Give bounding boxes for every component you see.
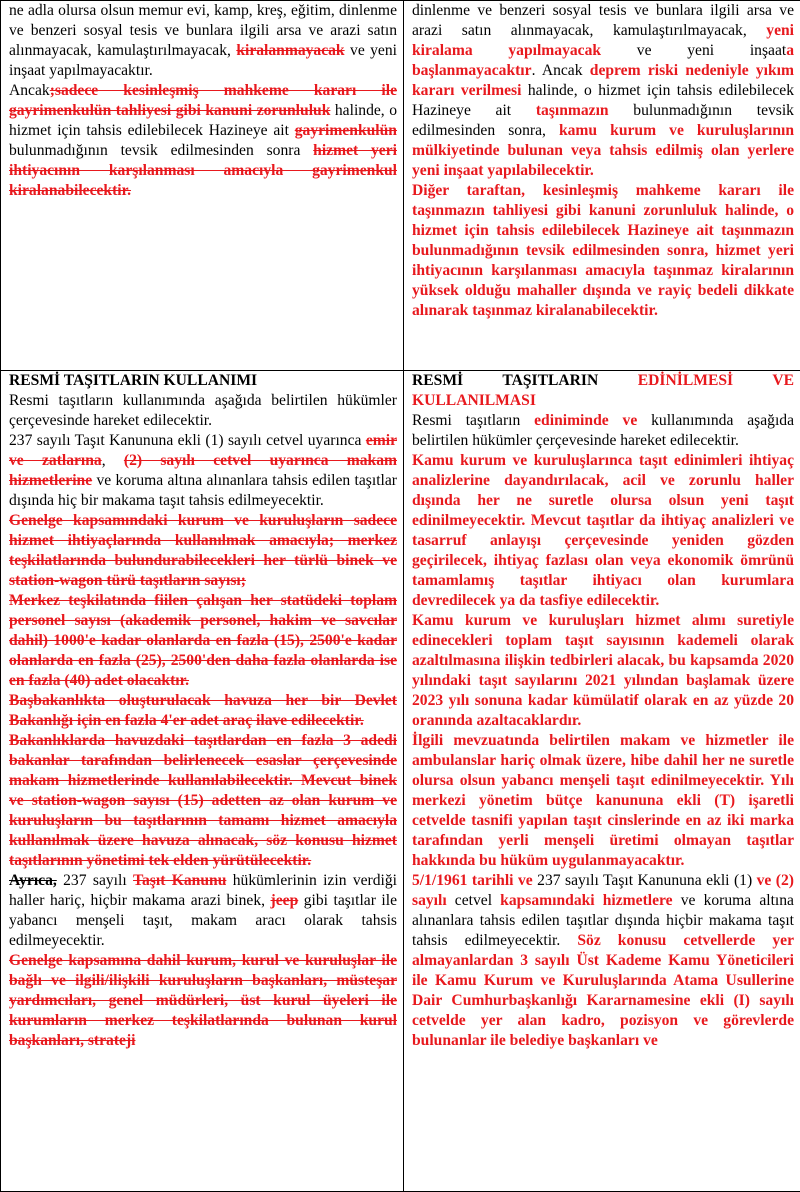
paragraph: [9, 951, 397, 1051]
paragraph: [9, 81, 397, 201]
paragraph: [412, 871, 794, 1051]
body-text: hükümlerinin izin verdiği haller hariç, hiçbir makama arazi binek,: [9, 872, 397, 909]
body-text: bulunmadığının tevsik edilmesinden sonra: [9, 142, 313, 159]
paragraph: [9, 391, 397, 431]
added-text: Kamu kurum ve kuruluşları hizmet alımı suretiyle edinecekleri toplam taşıt sayısının kademeli olarak azaltılmasına ilişkin tedbirleri alacak, bu kapsamda 2020 yılındaki taşıt sayılarını 2021 yılından başlamak üzere 2023 yılı sonuna kadar kümülatif olarak en az yüzde 20 oranında azaltacaklardır.: [412, 612, 794, 729]
body-text: Resmi taşıtların kullanımında aşağıda belirtilen hükümler çerçevesinde hareket edilecektir.: [9, 392, 397, 429]
deleted-text: ;sadece kesinleşmiş mahkeme kararı ile gayrimenkulün tahliyesi gibi kanuni zorunluluk: [9, 82, 397, 119]
body-text: cetvel: [447, 892, 500, 909]
added-text: kamu kurum ve kuruluşlarının mülkiyetinde bulunan veya tahsis edilmiş olan yerlere yeni inşaat yapılabilecektir.: [412, 122, 794, 179]
body-text: halinde, o hizmet için tahsis edilebilecek Hazineye ait: [412, 82, 794, 119]
paragraph: [9, 691, 397, 731]
paragraph: [412, 411, 794, 451]
added-text: Diğer taraftan, kesinleşmiş mahkeme kararı ile taşınmazın tahliyesi gibi kanuni zorunluluk halinde, o hizmet için tahsis edilebilecek Hazineye ait taşınmazın bulunmadığının tevsik edilmesinden sonra, hizmet yeri ihtiyacının karşılanması amacıyla taşınmaz kiralarının yüksek olduğu mahaller dışında ve rayiç bedeli dikkate alınarak taşınmaz kiralanabilecektir.: [412, 182, 794, 319]
paragraph: [412, 611, 794, 731]
deleted-text: Genelge kapsamına dahil kurum, kurul ve kuruluşlar ile bağlı ve ilgili/ilişkili kuruluşların başkanları, müsteşar yardımcıları, genel müdürleri, üst kurul üyeleri ile kurumların merkez teşkilatlarında bulunan kurul başkanları, strateji: [9, 952, 397, 1049]
body-text: ve koruma altına alınanlara tahsis edilen taşıtlar dışında hiç bir makama taşıt tahsis edilmeyecektir.: [9, 472, 397, 509]
added-text: deprem riski nedeniyle yıkım kararı verilmesi: [412, 62, 794, 99]
body-text: dinlenme ve benzeri sosyal tesis ve bunlara ilgili arsa ve arazi satın alınmayacak, kamulaştırılmayacak,: [412, 2, 794, 39]
body-text: ve yeni inşaat yapılmayacaktır.: [9, 42, 397, 79]
old-text-cell: [1, 371, 404, 1192]
added-text: Söz konusu cetvellerde yer almayanlardan 3 sayılı Üst Kademe Kamu Yöneticileri ile Kamu Kurum ve Kuruluşlarında Atama Usullerine Dair Cumhurbaşkanlığı Kararnamesine ekli (I) sayılı cetvelde yer alan kadro, pozisyon ve görevlerde bulunanlar ile belediye başkanları ve: [412, 932, 794, 1049]
deleted-text: Ayrıca,: [9, 872, 57, 889]
added-text: ve (2) sayılı: [412, 872, 794, 909]
paragraph: [412, 181, 794, 321]
body-text: ve koruma altına alınanlara tahsis edilen taşıtlar dışında hiçbir makama taşıt tahsis edilmeyecektir.: [412, 892, 794, 949]
added-text: İlgili mevzuatında belirtilen makam ve hizmetler ile ambulanslar hariç olmak üzere, hibe dahil her ne suretle olursa olsun yabancı menşeli taşıt edinilmeyecektir. Yılı merkezi yönetim bütçe kanununa ekli (T) işaretli cetvelde tasnifi yapılan taşıt cinslerinde en az iki marka tarafından yerli menşeli üretimi olmayan taşıtlar hakkında bu hüküm uygulanmayacaktır.: [412, 732, 794, 869]
deleted-text: emir ve zatlarına: [9, 432, 397, 469]
new-text-cell: [404, 371, 800, 1192]
deleted-text: Taşıt Kanunu: [133, 872, 226, 889]
added-text: Kamu kurum ve kuruluşlarınca taşıt edinimleri ihtiyaç analizlerine dayandırılacak, acil ve zorunlu haller dışında her ne suretle olursa olsun yeni taşıt edinilmeyecektir. Mevcut taşıtlar da ihtiyaç analizleri ve tasarruf anlayışı çerçevesinde yeniden gözden geçirilecek, ihtiyaç fazlası olan veya ekonomik ömrünü tamamlamış taşıtlar ihtiyacı olan kurumlara devredilecek ya da tasfiye edilecektir.: [412, 452, 794, 609]
paragraph: [9, 731, 397, 871]
deleted-text: Genelge kapsamındaki kurum ve kuruluşların sadece hizmet ihtiyaçlarında kullanılmak amacıyla; merkez teşkilatlarında bulundurabilecekleri her türlü binek ve station-wagon türü taşıtların sayısı;: [9, 512, 397, 589]
deleted-text: jeep: [271, 892, 299, 909]
added-text: a başlanmayacaktır: [412, 42, 794, 79]
body-text: gibi taşıtlar ile yabancı menşeli taşıt, makam aracı olarak tahsis edilmeyecektir.: [9, 892, 397, 949]
table-row: [1, 371, 800, 1192]
paragraph: [412, 451, 794, 611]
paragraph: [412, 371, 794, 411]
deleted-text: Başbakanlıkta oluşturulacak havuza her bir Devlet Bakanlığı için en fazla 4'er adet araç ilave edilecektir.: [9, 692, 397, 729]
body-text: ne adla olursa olsun memur evi, kamp, kreş, eğitim, dinlenme ve benzeri sosyal tesis ve bunlara ilgili arsa ve arazi satın alınmayacak, kamulaştırılmayacak,: [9, 2, 397, 59]
deleted-text: Bakanlıklarda havuzdaki taşıtlardan en fazla 3 adedi bakanlar tarafından belirlenecek esaslar çerçevesinde makam hizmetlerinde kullanılabilecektir. Mevcut binek ve station-wagon sayısı (15) adetten az olan kurum ve kuruluşların bu taşıtlarının tamamı hizmet amacıyla kullanılmak üzere havuza alınacak, söz konusu hizmet taşıtlarının yönetimi tek elden yürütülecektir.: [9, 732, 397, 869]
body-text: bulunmadığının tevsik edilmesinden sonra,: [412, 102, 794, 139]
body-text: Resmi taşıtların: [412, 412, 534, 429]
body-text: 237 sayılı Taşıt Kanununa ekli (1) sayılı cetvel uyarınca: [9, 432, 366, 449]
deleted-text: hizmet yeri ihtiyacının karşılanması amacıyla gayrimenkul kiralanabilecektir.: [9, 142, 397, 199]
new-text-cell: [404, 1, 800, 371]
paragraph: [9, 591, 397, 691]
paragraph: [412, 731, 794, 871]
body-text: . Ancak: [532, 62, 590, 79]
paragraph: [9, 511, 397, 591]
body-text: 237 sayılı Taşıt Kanununa ekli (1): [533, 872, 757, 889]
paragraph: [9, 431, 397, 511]
old-text-cell: [1, 1, 404, 371]
body-text: halinde, o hizmet için tahsis edilebilecek Hazineye ait: [9, 102, 397, 139]
paragraph: [9, 1, 397, 81]
added-text: yeni kiralama yapılmayacak: [412, 22, 794, 59]
deleted-text: kiralanmayacak: [236, 42, 344, 59]
paragraph: [9, 871, 397, 951]
paragraph: [412, 1, 794, 181]
body-text: kullanımında aşağıda belirtilen hükümler çerçevesinde hareket edilecektir.: [412, 412, 794, 449]
body-text: 237 sayılı: [57, 872, 133, 889]
body-text: Ancak: [9, 82, 50, 99]
added-text: taşınmazın: [536, 102, 609, 119]
table-row: [1, 1, 800, 371]
added-text: kapsamındaki hizmetlere: [500, 892, 672, 909]
heading-text: RESMİ TAŞITLARIN KULLANIMI: [9, 372, 257, 389]
heading-text: RESMİ TAŞITLARIN: [412, 372, 638, 389]
added-text: 5/1/1961 tarihli ve: [412, 872, 533, 889]
added-text: EDİNİLMESİ VE KULLANILMASI: [412, 372, 794, 409]
deleted-text: Merkez teşkilatında fiilen çalışan her statüdeki toplam personel sayısı (akademik personel, hakim ve savcılar dahil) 1000'e kadar olanlarda en fazla (15), 2500'e kadar olanlarda en fazla (25), 2500'den daha fazla olanlarda ise en fazla (40) adet olacaktır.: [9, 592, 397, 689]
deleted-text: gayrimenkulün: [295, 122, 397, 139]
paragraph: [9, 371, 397, 391]
deleted-text: (2) sayılı cetvel uyarınca makam hizmetlerine: [9, 452, 397, 489]
body-text: ve yeni inşaat: [601, 42, 786, 59]
body-text: ,: [102, 452, 124, 469]
added-text: ediniminde ve: [534, 412, 637, 429]
